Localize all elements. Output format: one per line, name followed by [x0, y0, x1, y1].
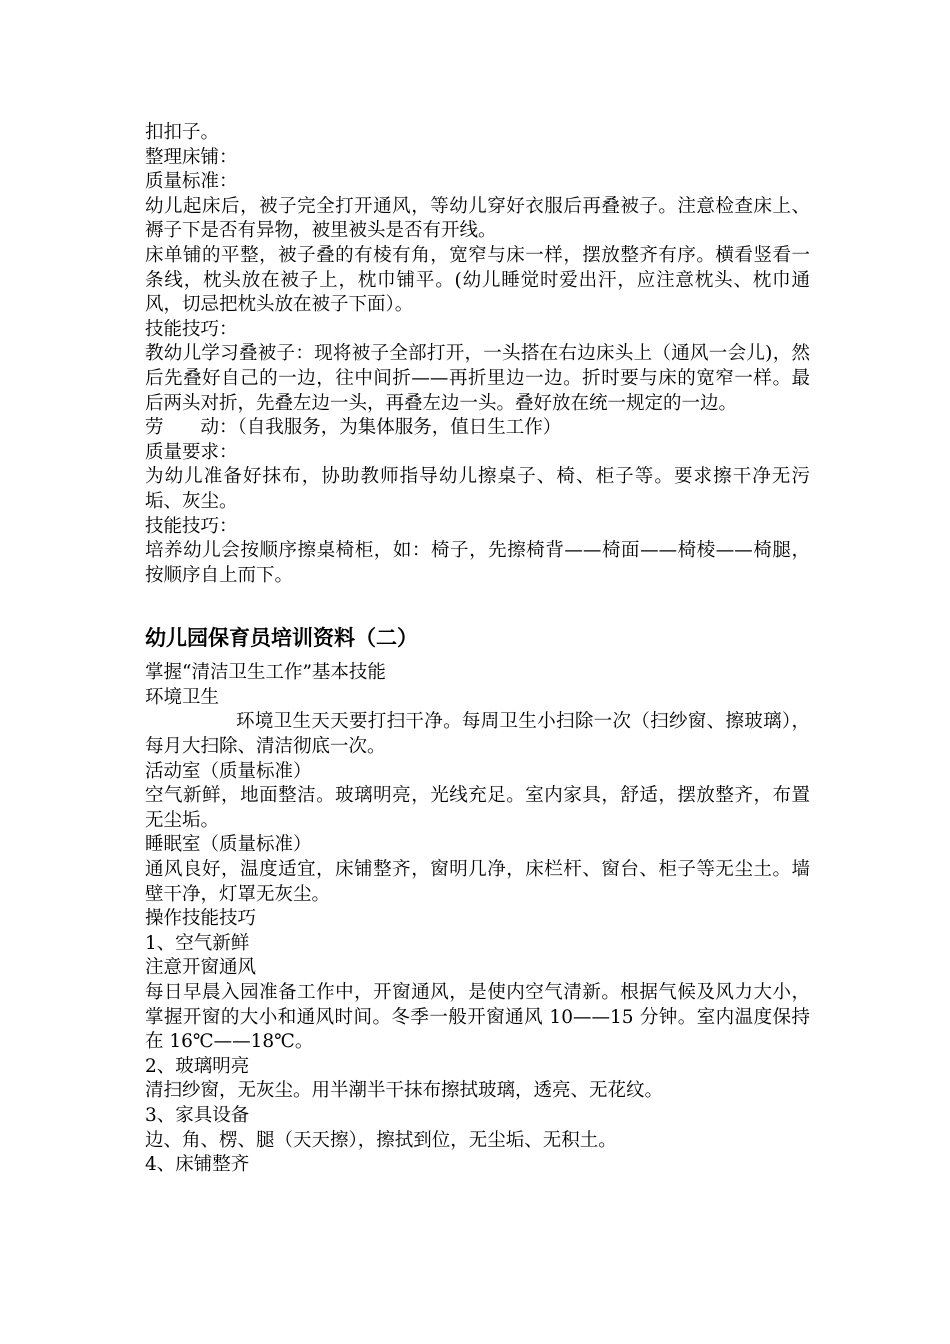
- paragraph: 床单铺的平整，被子叠的有棱有角，宽窄与床一样，摆放整齐有序。横看竖看一条线，枕头放在被子上，枕巾铺平。(幼儿睡觉时爱出汗，应注意枕头、枕巾通风，切忌把枕头放在被子下面）。: [145, 244, 810, 316]
- paragraph: 4、床铺整齐: [145, 1154, 250, 1176]
- paragraph: 空气新鲜，地面整洁。玻璃明亮，光线充足。室内家具，舒适，摆放整齐，布置无尘垢。: [145, 785, 810, 831]
- paragraph: 为幼儿准备好抹布，协助教师指导幼儿擦桌子、椅、柜子等。要求擦干净无污垢、灰尘。: [145, 466, 810, 512]
- paragraph: 边、角、楞、腿（天天擦），擦拭到位，无尘垢、无积土。: [145, 1129, 617, 1151]
- paragraph: 幼儿起床后，被子完全打开通风，等幼儿穿好衣服后再叠被子。注意检查床上、褥子下是否有异物，被里被头是否有开线。: [145, 195, 810, 242]
- paragraph: 技能技巧：: [145, 515, 238, 537]
- paragraph: 注意开窗通风: [145, 957, 257, 979]
- paragraph: 活动室（质量标准）: [145, 760, 312, 782]
- paragraph: 通风良好，温度适宜，床铺整齐，窗明几净，床栏杆、窗台、柜子等无尘土。墙壁干净，灯罩无灰尘。: [145, 859, 810, 905]
- paragraph: 清扫纱窗，无灰尘。用半潮半干抹布擦拭玻璃，透亮、无花纹。: [145, 1080, 664, 1102]
- paragraph: 劳 动：（自我服务，为集体服务，值日生工作）: [145, 417, 562, 439]
- paragraph: 培养幼儿会按顺序擦桌椅柜，如：椅子，先擦椅背——椅面——椅棱——椅腿，按顺序自上而下。: [145, 540, 810, 586]
- document-page: [145, 121, 810, 1178]
- paragraph: 扣扣子。: [145, 122, 220, 143]
- paragraph: 睡眠室（质量标准）: [145, 834, 312, 856]
- paragraph: 教幼儿学习叠被子：现将被子全部打开，一头搭在右边床头上（通风一会儿)，然后先叠好自己的一边，往中间折——再折里边一边。折时要与床的宽窄一样。最后两头对折，先叠左边一头，再叠左边一头。叠好放在统一规定的一边。: [145, 343, 810, 414]
- paragraph: 质量要求：: [145, 441, 238, 463]
- paragraph: 整理床铺：: [145, 146, 238, 168]
- paragraph: 1、空气新鲜: [145, 932, 250, 954]
- paragraph: 环境卫生: [145, 686, 220, 708]
- paragraph: 掌握“清洁卫生工作”基本技能: [145, 662, 386, 684]
- paragraph: 质量标准：: [145, 171, 238, 193]
- paragraph: 每日早晨入园准备工作中，开窗通风，是使内空气清新。根据气候及风力大小，掌握开窗的大小和通风时间。冬季一般开窗通风 10——15 分钟。室内温度保持在 16℃——18℃。: [145, 982, 810, 1053]
- paragraph: 2、玻璃明亮: [145, 1055, 250, 1077]
- paragraph: 技能技巧：: [145, 318, 238, 340]
- paragraph: 3、家具设备: [145, 1104, 250, 1126]
- paragraph: 环境卫生天天要打扫干净。每周卫生小扫除一次（扫纱窗、擦玻璃），每月大扫除、清洁彻底一次。: [145, 711, 810, 758]
- section-heading: 幼儿园保育员培训资料（二）: [145, 626, 418, 651]
- paragraph: 操作技能技巧: [145, 908, 257, 930]
